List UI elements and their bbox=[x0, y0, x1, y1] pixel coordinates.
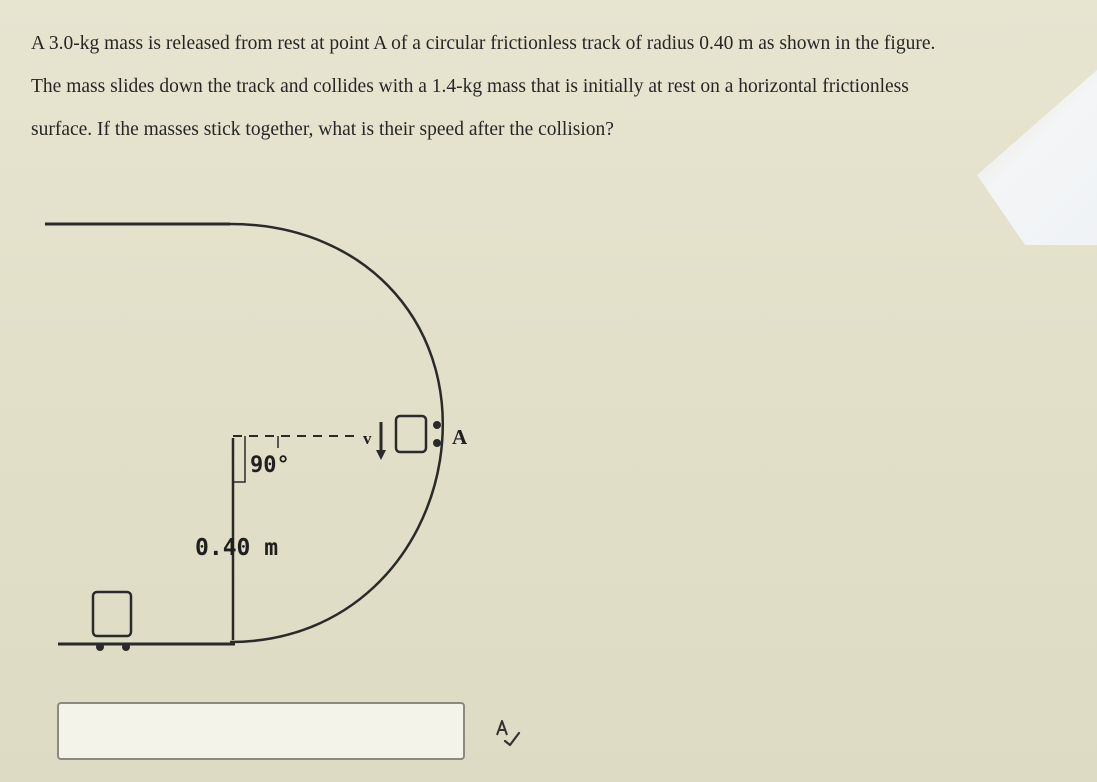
radius-label: 0.40 m bbox=[195, 535, 279, 561]
question-line-1: A 3.0-kg mass is released from rest at point A of a circular frictionless track of radius 0.40 m as shown in the figure. bbox=[31, 33, 936, 54]
question-line-3: surface. If the masses stick together, what is their speed after the collision? bbox=[31, 119, 614, 140]
track-figure bbox=[40, 210, 510, 670]
velocity-label: v bbox=[363, 429, 372, 448]
mass-wheel-bottom bbox=[433, 439, 441, 447]
velocity-arrowhead bbox=[376, 450, 386, 460]
mass-b-wheel-right bbox=[122, 643, 130, 651]
spellcheck-icon[interactable] bbox=[489, 713, 525, 749]
mass-wheel-top bbox=[433, 421, 441, 429]
mass-b-wheel-left bbox=[96, 643, 104, 651]
angle-label: 90° bbox=[250, 453, 290, 478]
right-angle-marker bbox=[233, 436, 245, 482]
mass-block-a bbox=[396, 416, 426, 452]
circular-track bbox=[230, 224, 443, 642]
mass-block-b bbox=[93, 592, 131, 636]
answer-input[interactable] bbox=[57, 702, 465, 760]
question-line-2: The mass slides down the track and collides with a 1.4-kg mass that is initially at rest on a horizontal frictionless bbox=[31, 76, 909, 97]
question-text bbox=[31, 22, 1081, 151]
point-a-label: A bbox=[452, 425, 468, 449]
